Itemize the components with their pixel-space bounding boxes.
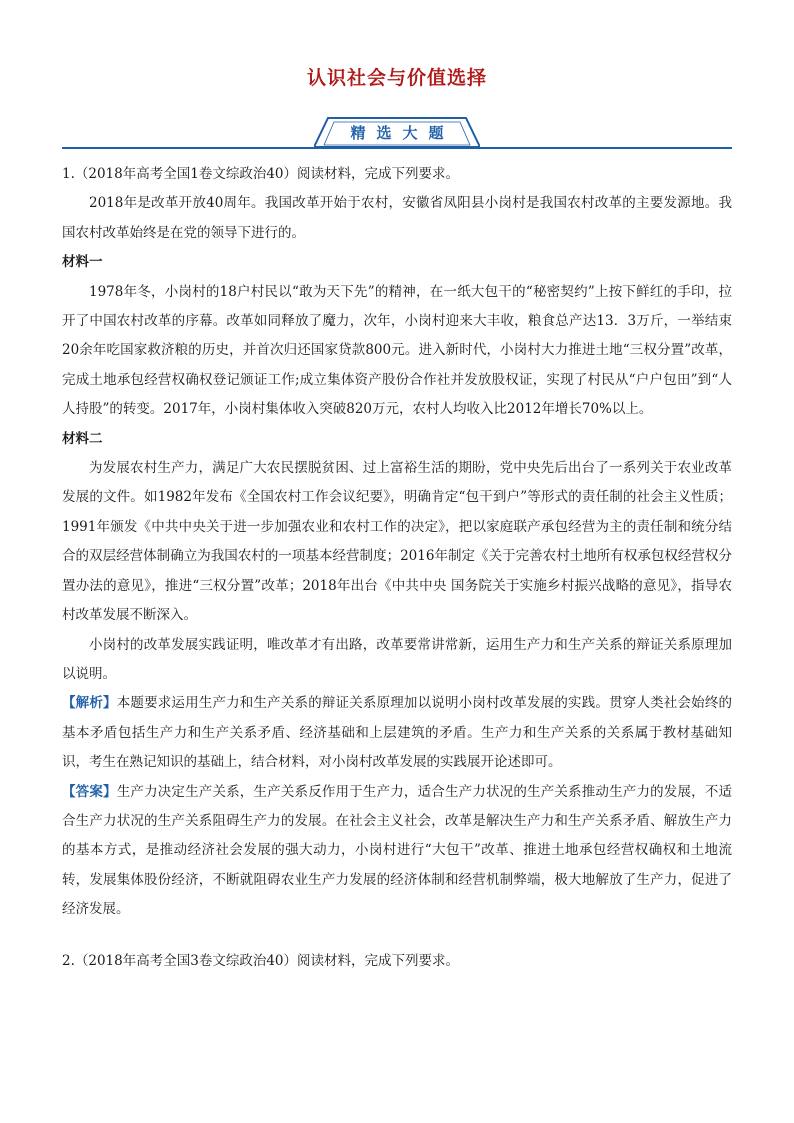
question-1-prompt: 小岗村的改革发展实践证明，唯改革才有出路，改革要常讲常新，运用生产力和生产关系的辩证关系原理加以说明。: [62, 636, 732, 682]
document-body: [62, 160, 732, 976]
analysis-text: 本题要求运用生产力和生产关系的辩证关系原理加以说明小岗村改革发展的实践。贯穿人类社会始终的基本矛盾包括生产力和生产关系矛盾、经济基础和上层建筑的矛盾。生产力和生产关系的关系属于教材基础知识，考生在熟记知识的基础上，结合材料，对小岗村改革发展的实践展开论述即可。: [62, 695, 733, 771]
material-2-heading: 材料二: [62, 430, 103, 447]
question-1-stem: 1.（2018年高考全国1卷文综政治40）阅读材料，完成下列要求。: [62, 166, 460, 182]
question-2-stem: 2.（2018年高考全国3卷文综政治40）阅读材料，完成下列要求。: [62, 952, 460, 969]
material-1-heading: 材料一: [62, 254, 103, 271]
answer-text: 生产力决定生产关系，生产关系反作用于生产力，适合生产力状况的生产关系推动生产力的发展，不适合生产力状况的生产关系阻碍生产力的发展。在社会主义社会，改革是解决生产力和生产关系矛盾、解放生产力的基本方式，是推动经济社会发展的强大动力，小岗村进行“大包干”改革、推进土地承包经营权确权和土地流转，发展集体股份经济，不断就阻碍农业生产力发展的经济体制和经营机制弊端，极大地解放了生产力，促进了经济发展。: [62, 783, 733, 918]
banner-badge: [314, 116, 480, 149]
material-1-text: 1978年冬，小岗村的18户村民以“敢为天下先”的精神，在一纸大包干的“秘密契约”上按下鲜红的手印，拉开了中国农村改革的序幕。改革如同释放了魔力，次年，小岗村迎来大丰收，粮食总产达13．3万斤，一举结束20余年吃国家救济粮的历史，并首次归还国家贷款800元。进入新时代，小岗村大力推进土地“三权分置”改革，完成土地承包经营权确权登记颁证工作;成立集体资产股份合作社并发放股权证，实现了村民从“户户包田”到“人人持股”的转变。2017年，小岗村集体收入突破820万元，农村人均收入比2012年增长70%以上。: [62, 283, 732, 418]
question-spacer: [62, 925, 732, 947]
banner-label: 精选大题: [350, 124, 455, 142]
page-title: 认识社会与价值选择: [306, 67, 487, 89]
analysis-paragraph: [62, 689, 732, 777]
analysis-tag: 【解析】: [62, 695, 117, 712]
answer-paragraph: [62, 778, 732, 925]
material-2-text: 为发展农村生产力，满足广大农民摆脱贫困、过上富裕生活的期盼，党中央先后出台了一系列关于农业改革发展的文件。如1982年发布《全国农村工作会议纪要》，明确肯定“包干到户”等形式的责任制的社会主义性质；1991年颁发《中共中央关于进一步加强农业和农村工作的决定》，把以家庭联产承包经营为主的责任制和统分结合的双层经营体制确立为我国农村的一项基本经营制度；2016年制定《关于完善农村土地所有权承包权经营权分置办法的意见》，推进“三权分置”改革；2018年出台《中共中央 国务院关于实施乡村振兴战略的意见》，指导农村改革发展不断深入。: [62, 460, 732, 624]
section-banner: [62, 116, 732, 152]
answer-tag: 【答案】: [62, 783, 117, 800]
question-1-intro: 2018年是改革开放40周年。我国改革开始于农村，安徽省凤阳县小岗村是我国农村改革的主要发源地。我国农村改革始终是在党的领导下进行的。: [62, 195, 732, 241]
